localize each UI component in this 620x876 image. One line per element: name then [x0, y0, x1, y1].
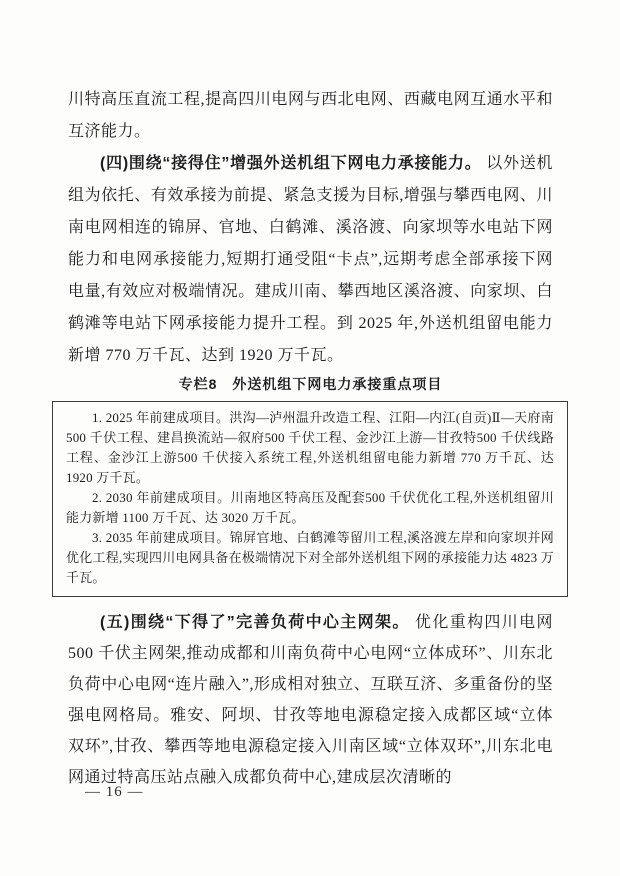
- box-item-2025: 1. 2025 年前建成项目。洪沟—泸州温升改造工程、江阳—内江(自贡)Ⅱ—天府南500 千伏工程、建昌换流站—叙府500 千伏工程、金沙江上游—甘孜特500 千伏线路工程、金沙江上游500 千伏接入系统工程,外送机组留电能力新增 770 万千瓦、达 1920 万千瓦。: [66, 410, 554, 485]
- box-title: 专栏8 外送机组下网电力承接重点项目: [178, 376, 443, 392]
- paragraph-continuation: 川特高压直流工程,提高四川电网与西北电网、西藏电网互通水平和互济能力。: [68, 91, 553, 140]
- page-number: — 16 —: [85, 784, 144, 800]
- featured-column-box: [52, 401, 568, 597]
- section-5-text: 优化重构四川电网 500 千伏主网架,推动成都和川南负荷中心电网“立体成环”、川东北负荷中心电网“连片融入”,形成相对独立、互联互济、多重备份的坚强电网格局。雅安、阿坝、甘孜等地电源稳定接入成都区域“立体双环”,甘孜、攀西等地电源稳定接入川南区域“立体双环”,川东北电网通过特高压站点融入成都负荷中心,建成层次清晰的: [68, 614, 553, 786]
- section-5-heading: (五)围绕“下得了”完善负荷中心主网架。: [100, 614, 410, 631]
- section-4-heading: (四)围绕“接得住”增强外送机组下网电力承接能力。: [100, 155, 482, 172]
- paragraph-section-5: [68, 607, 553, 793]
- box-item-2035: 3. 2035 年前建成项目。锦屏官地、白鹤滩等留川工程,溪洛渡左岸和向家坝并网优化工程,实现四川电网具备在极端情况下对全部外送机组下网的承接能力达 4823 万千瓦。: [66, 530, 554, 585]
- section-4-text: 以外送机组为依托、有效承接为前提、紧急支援为目标,增强与攀西电网、川南电网相连的锦屏、官地、白鹤滩、溪洛渡、向家坝等水电站下网能力和电网承接能力,短期打通受阻“卡点”,远期考虑全部承接下网电量,有效应对极端情况。建成川南、攀西地区溪洛渡、向家坝、白鹤滩等电站下网承接能力提升工程。到 2025 年,外送机组留电能力新增 770 万千瓦、达到 1920 万千瓦。: [68, 155, 553, 364]
- box-item-2030: 2. 2030 年前建成项目。川南地区特高压及配套500 千伏优化工程,外送机组留川能力新增 1100 万千瓦、达 3020 万千瓦。: [66, 490, 554, 525]
- paragraph-section-4: [68, 148, 553, 372]
